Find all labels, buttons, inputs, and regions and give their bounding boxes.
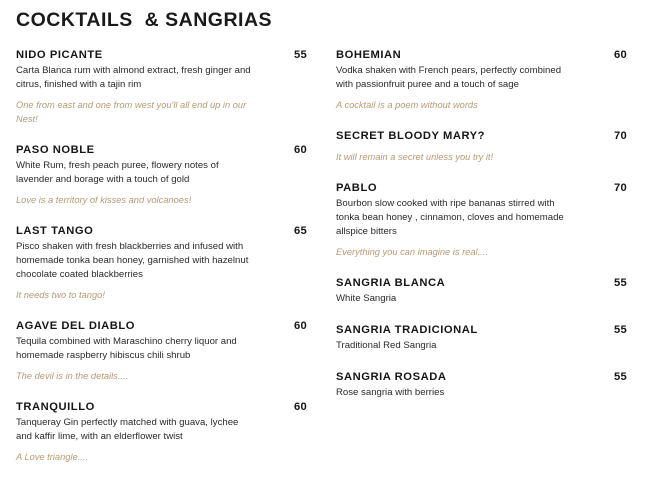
menu-item: [16, 318, 307, 383]
menu-item-description: Tanqueray Gin perfectly matched with guava, lychee and kaffir lime, with an elderflower twist: [16, 417, 239, 442]
menu-item-description: Carta Blanca rum with almond extract, fresh ginger and citrus, finished with a tajin rim: [16, 65, 251, 90]
menu-item-price: 70: [613, 182, 627, 194]
menu-item-price: 60: [613, 49, 627, 61]
menu-item-name: NIDO PICANTE: [16, 49, 103, 61]
menu-item-price: 65: [293, 225, 307, 237]
menu-item-price: 60: [293, 401, 307, 413]
menu-item-header: [16, 47, 307, 63]
menu-item-header: [16, 142, 307, 158]
menu-item: [16, 47, 307, 126]
menu-item-description: White Sangria: [336, 293, 397, 304]
menu-item-description: Rose sangria with berries: [336, 387, 445, 398]
menu-item: [336, 322, 627, 353]
menu-item-name: TRANQUILLO: [16, 401, 95, 413]
menu-item: [336, 47, 627, 112]
menu-item-header: [336, 275, 627, 291]
menu-item-tagline: A cocktail is a poem without words: [336, 100, 478, 110]
menu-item-header: [336, 47, 627, 63]
menu-item-header: [16, 318, 307, 334]
menu-item-tagline: Love is a territory of kisses and volcanoes!: [16, 195, 192, 205]
menu-item-description: Pisco shaken with fresh blackberries and infused with homemade tonka bean honey, garnished with hazelnut chocolate coated blackberries: [16, 241, 249, 280]
menu-item: [16, 399, 307, 464]
menu-item-price: 55: [613, 277, 627, 289]
menu-item-price: 60: [293, 320, 307, 332]
menu-item: [16, 142, 307, 207]
menu-item: [336, 180, 627, 259]
menu-item-price: 55: [613, 324, 627, 336]
menu-item-header: [336, 180, 627, 196]
page-title: COCKTAILS & SANGRIAS: [16, 9, 273, 31]
menu-column-right: [325, 47, 650, 416]
menu-item-tagline: It needs two to tango!: [16, 290, 105, 300]
menu-item-name: SECRET BLOODY MARY?: [336, 130, 486, 142]
menu-item-price: 55: [613, 371, 627, 383]
menu-item-tagline: A Love triangle....: [16, 452, 89, 462]
menu-item: [336, 128, 627, 164]
menu-item-tagline: Everything you can imagine is real....: [336, 247, 488, 257]
menu-item: [336, 369, 627, 400]
menu-item-name: AGAVE DEL DIABLO: [16, 320, 136, 332]
menu-item-header: [16, 223, 307, 239]
menu-item-description: Bourbon slow cooked with ripe bananas stirred with tonka bean honey , cinnamon, cloves and homemade allspice bitters: [336, 198, 564, 237]
menu-item-description: White Rum, fresh peach puree, flowery notes of lavender and borage with a touch of gold: [16, 160, 219, 185]
menu-item-tagline: The devil is in the details....: [16, 371, 129, 381]
menu-item-description: Tequila combined with Maraschino cherry liquor and homemade raspberry hibiscus chili shrub: [16, 336, 237, 361]
menu-item-price: 70: [613, 130, 627, 142]
menu-item-price: 60: [293, 144, 307, 156]
menu-item: [16, 223, 307, 302]
menu-item-header: [16, 399, 307, 415]
menu-item-description: Traditional Red Sangria: [336, 340, 437, 351]
menu-item-tagline: One from east and one from west you'll all end up in our Nest!: [16, 100, 247, 124]
menu-item-name: BOHEMIAN: [336, 49, 402, 61]
menu-columns: [0, 47, 650, 480]
menu-item-name: SANGRIA ROSADA: [336, 371, 447, 383]
menu-item: [336, 275, 627, 306]
menu-item-name: SANGRIA BLANCA: [336, 277, 446, 289]
menu-item-name: PASO NOBLE: [16, 144, 95, 156]
menu-item-description: Vodka shaken with French pears, perfectly combined with passionfruit puree and a touch of sage: [336, 65, 562, 90]
menu-item-name: LAST TANGO: [16, 225, 94, 237]
menu-item-name: PABLO: [336, 182, 378, 194]
menu-item-price: 55: [293, 49, 307, 61]
menu-column-left: [0, 47, 325, 480]
menu-item-name: SANGRIA TRADICIONAL: [336, 324, 478, 336]
menu-item-tagline: It will remain a secret unless you try it!: [336, 152, 494, 162]
menu-item-header: [336, 128, 627, 144]
menu-item-header: [336, 322, 627, 338]
menu-item-header: [336, 369, 627, 385]
